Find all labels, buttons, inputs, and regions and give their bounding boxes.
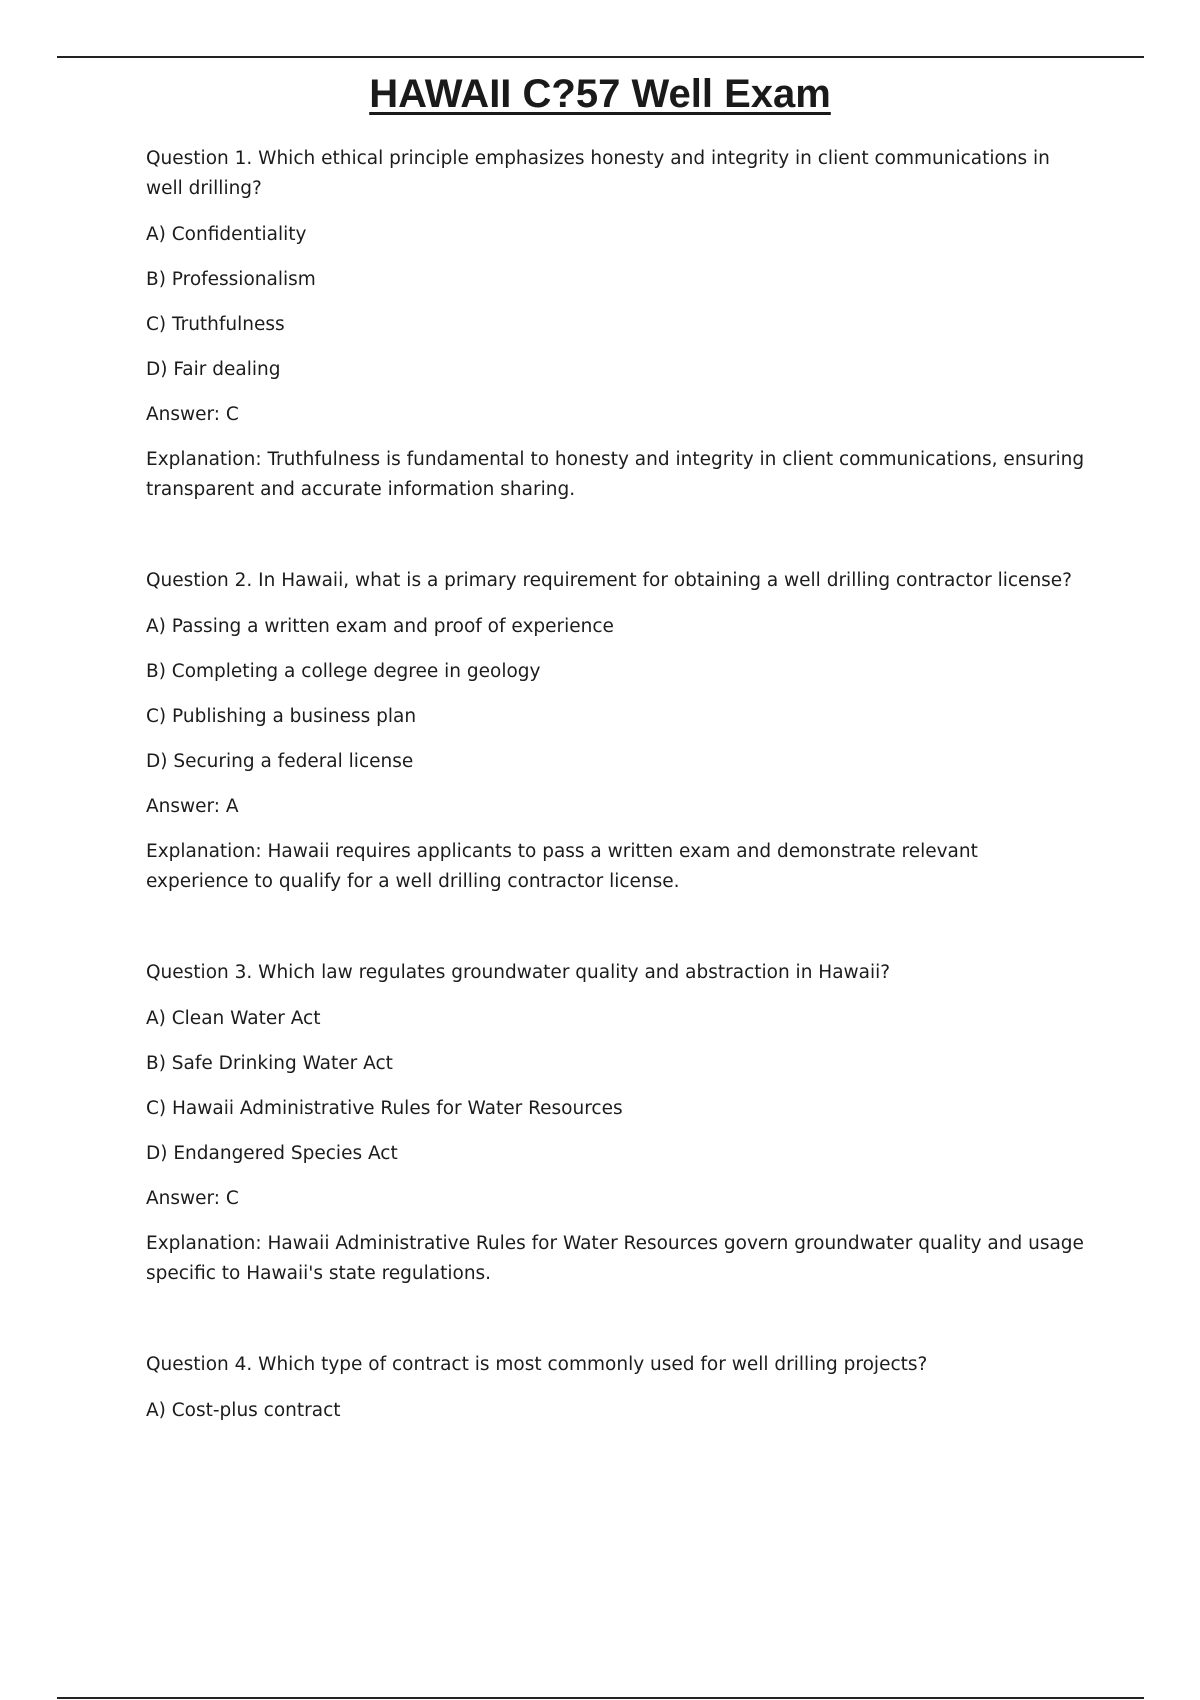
- question-text: Question 4. Which type of contract is most commonly used for well drilling projects?: [146, 1354, 928, 1375]
- answer-option: D) Fair dealing: [146, 359, 281, 380]
- answer-option: D) Securing a federal license: [146, 751, 414, 772]
- document-title: [0, 70, 1200, 118]
- answer-option: B) Completing a college degree in geology: [146, 661, 541, 682]
- answer-option: A) Passing a written exam and proof of experience: [146, 616, 614, 637]
- answer-explanation: Explanation: Hawaii requires applicants to pass a written exam and demonstrate relevant experience to qualify for a well drilling contractor license.: [146, 841, 978, 892]
- question-text: Question 1. Which ethical principle emphasizes honesty and integrity in client communications in well drilling?: [146, 148, 1050, 199]
- answer-option: C) Truthfulness: [146, 314, 285, 335]
- question-text: Question 2. In Hawaii, what is a primary requirement for obtaining a well drilling contractor license?: [146, 570, 1073, 591]
- correct-answer: Answer: A: [146, 796, 239, 817]
- bottom-rule: [57, 1697, 1144, 1699]
- question-block-3: [146, 958, 1086, 1289]
- question-block-4: [146, 1350, 1086, 1426]
- answer-option: C) Hawaii Administrative Rules for Water Resources: [146, 1098, 623, 1119]
- top-rule: [57, 56, 1144, 58]
- question-block-1: [146, 144, 1086, 505]
- answer-option: B) Professionalism: [146, 269, 316, 290]
- document-body: [146, 144, 1086, 1441]
- document-title-text: HAWAII C?57 Well Exam: [369, 72, 831, 116]
- answer-option: C) Publishing a business plan: [146, 706, 417, 727]
- correct-answer: Answer: C: [146, 404, 239, 425]
- answer-option: D) Endangered Species Act: [146, 1143, 398, 1164]
- answer-option: B) Safe Drinking Water Act: [146, 1053, 393, 1074]
- question-block-2: [146, 566, 1086, 897]
- correct-answer: Answer: C: [146, 1188, 239, 1209]
- answer-option: A) Clean Water Act: [146, 1008, 321, 1029]
- question-text: Question 3. Which law regulates groundwater quality and abstraction in Hawaii?: [146, 962, 891, 983]
- answer-explanation: Explanation: Hawaii Administrative Rules for Water Resources govern groundwater quality and usage specific to Hawaii's state regulations.: [146, 1233, 1084, 1284]
- answer-option: A) Confidentiality: [146, 224, 307, 245]
- answer-explanation: Explanation: Truthfulness is fundamental to honesty and integrity in client communications, ensuring transparent and accurate information sharing.: [146, 449, 1085, 500]
- answer-option: A) Cost-plus contract: [146, 1400, 341, 1421]
